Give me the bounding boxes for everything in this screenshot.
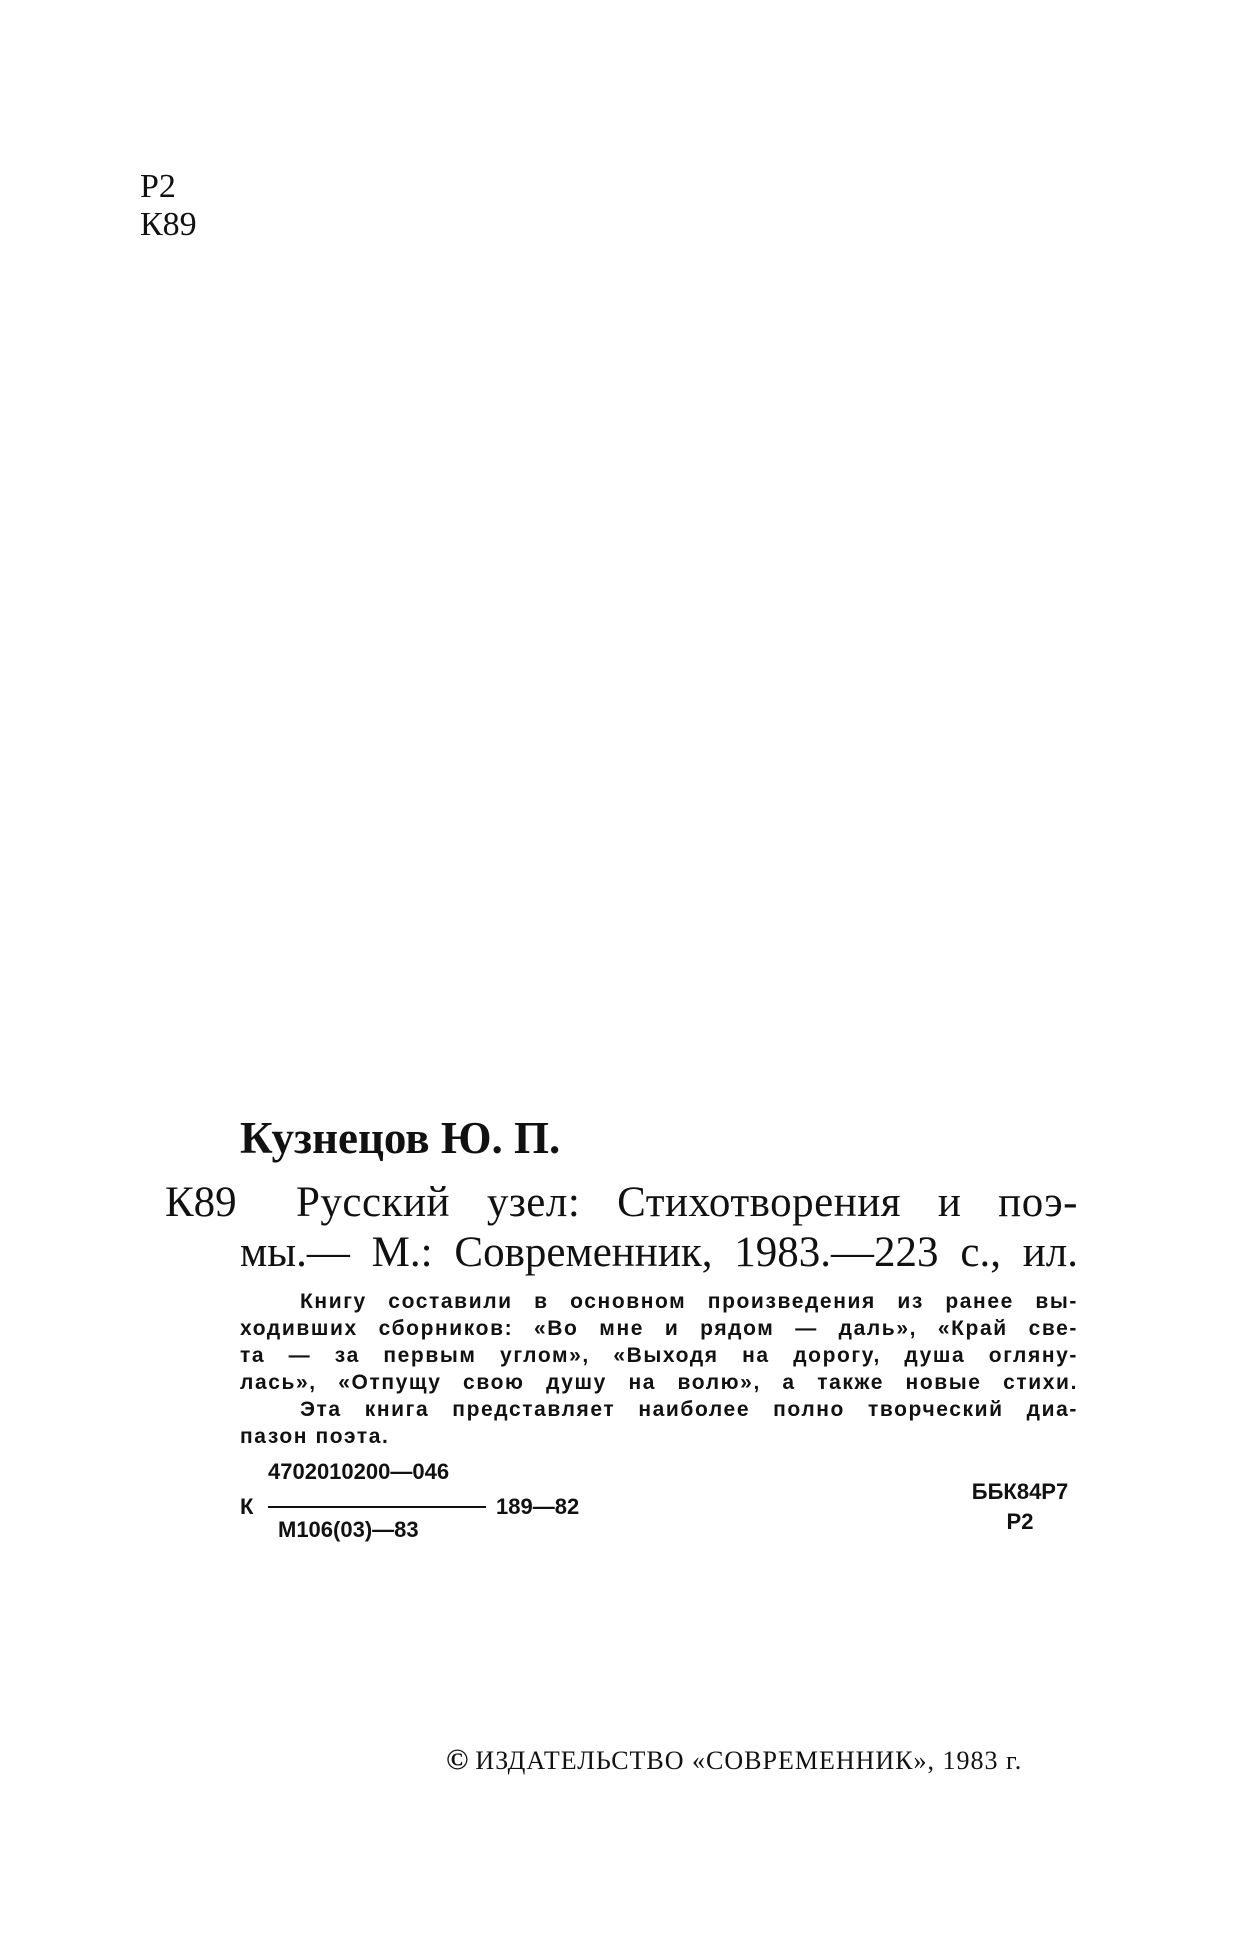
annotation-line: ходивших сборников: «Во мне и рядом — даль», «Край све- [240,1317,1078,1340]
copyright-notice [446,1743,1022,1777]
classification-line-2: К89 [140,206,197,243]
annotation-line: пазон поэта. [240,1425,390,1448]
bbk-classification [960,1477,1080,1537]
copyright-icon: © [446,1743,470,1776]
annotation-line: лась», «Отпущу свою душу на волю», а также новые стихи. [240,1371,1078,1394]
index-code: 189—82 [496,1494,580,1519]
annotation-line: та — за первым углом», «Выходя на дорогу, душа оглянy- [240,1344,1078,1367]
index-numerator: 4702010200—046 [268,1459,450,1484]
index-denominator: М106(03)—83 [278,1517,419,1542]
annotation-line: Книгу составили в основном произведения из ранее вы- [300,1290,1078,1313]
annotation-line: Эта книга представляет наиболее полно творческий диа- [300,1398,1078,1421]
bibliographic-title-line-2: мы.— М.: Современник, 1983.—223 с., ил. [240,1229,1078,1276]
bibliographic-title-line-1: Русский узел: Стихотворения и поэ- [296,1179,1078,1226]
classification-line-1: Р2 [140,168,176,205]
classification-code-top [140,168,197,244]
copyright-text: ИЗДАТЕЛЬСТВО «СОВРЕМЕННИК», 1983 г. [475,1746,1023,1775]
author-name: Кузнецов Ю. П. [240,1113,561,1163]
bbk-line-1: ББК84Р7 [971,1479,1069,1504]
catalog-mark: К89 [165,1179,237,1226]
index-fraction-rule [268,1506,486,1508]
bbk-line-2: Р2 [1006,1509,1034,1534]
index-letter: К [240,1494,254,1519]
